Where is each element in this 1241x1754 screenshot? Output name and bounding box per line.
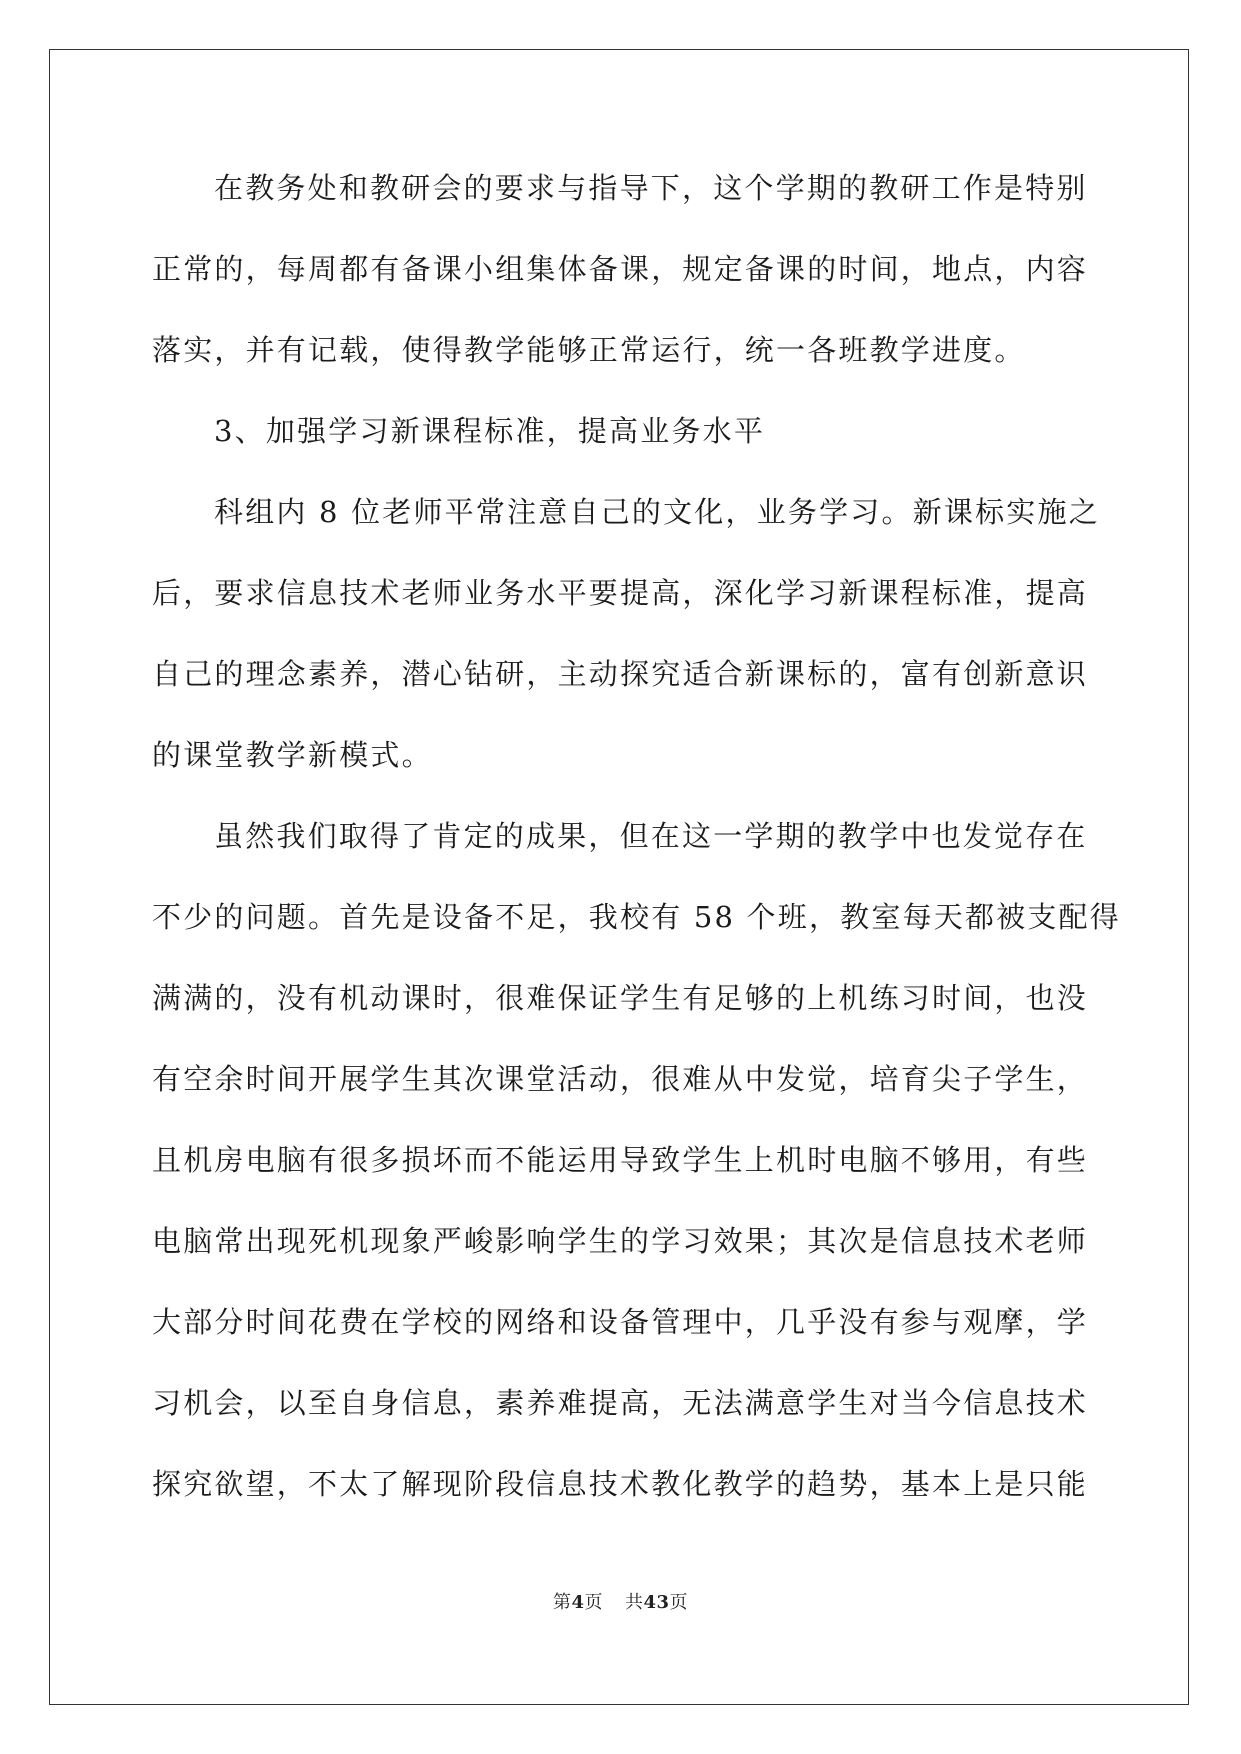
paragraph-line: 后，要求信息技术老师业务水平要提高，深化学习新课程标准，提高 — [152, 576, 1089, 610]
paragraph-line: 在教务处和教研会的要求与指导下，这个学期的教研工作是特别 — [214, 171, 1088, 205]
paragraph-line: 不少的问题。首先是设备不足，我校有 58 个班，教室每天都被支配得 — [152, 900, 1121, 934]
page-number: 4 — [571, 1592, 585, 1613]
paragraph-line: 自己的理念素养，潜心钻研，主动探究适合新课标的，富有创新意识 — [152, 657, 1089, 691]
paragraph-line: 有空余时间开展学生其次课堂活动，很难从中发觉，培育尖子学生， — [152, 1062, 1089, 1096]
paragraph-line: 正常的，每周都有备课小组集体备课，规定备课的时间，地点，内容 — [152, 252, 1089, 286]
section-heading: 3、加强学习新课程标准，提高业务水平 — [214, 414, 766, 448]
total-suffix: 页 — [669, 1592, 689, 1613]
page-prefix: 第 — [552, 1592, 572, 1613]
paragraph-line: 满满的，没有机动课时，很难保证学生有足够的上机练习时间，也没 — [152, 981, 1089, 1015]
paragraph-line: 的课堂教学新模式。 — [152, 738, 433, 772]
paragraph-line: 落实，并有记载，使得教学能够正常运行，统一各班教学进度。 — [152, 333, 1026, 367]
total-pages: 43 — [643, 1592, 670, 1613]
paragraph-line: 且机房电脑有很多损坏而不能运用导致学生上机时电脑不够用，有些 — [152, 1143, 1089, 1177]
document-body — [152, 160, 1121, 1537]
total-prefix: 共 — [624, 1592, 644, 1613]
paragraph-line: 电脑常出现死机现象严峻影响学生的学习效果；其次是信息技术老师 — [152, 1224, 1089, 1258]
paragraph-line: 探究欲望，不太了解现阶段信息技术教化教学的趋势，基本上是只能 — [152, 1467, 1089, 1501]
page-suffix: 页 — [584, 1592, 603, 1613]
page-footer — [0, 1588, 1241, 1614]
paragraph-line: 科组内 8 位老师平常注意自己的文化，业务学习。新课标实施之 — [214, 495, 1100, 529]
paragraph-line: 虽然我们取得了肯定的成果，但在这一学期的教学中也发觉存在 — [214, 819, 1088, 853]
paragraph-line: 大部分时间花费在学校的网络和设备管理中，几乎没有参与观摩，学 — [152, 1305, 1089, 1339]
paragraph-line: 习机会，以至自身信息，素养难提高，无法满意学生对当今信息技术 — [152, 1386, 1089, 1420]
